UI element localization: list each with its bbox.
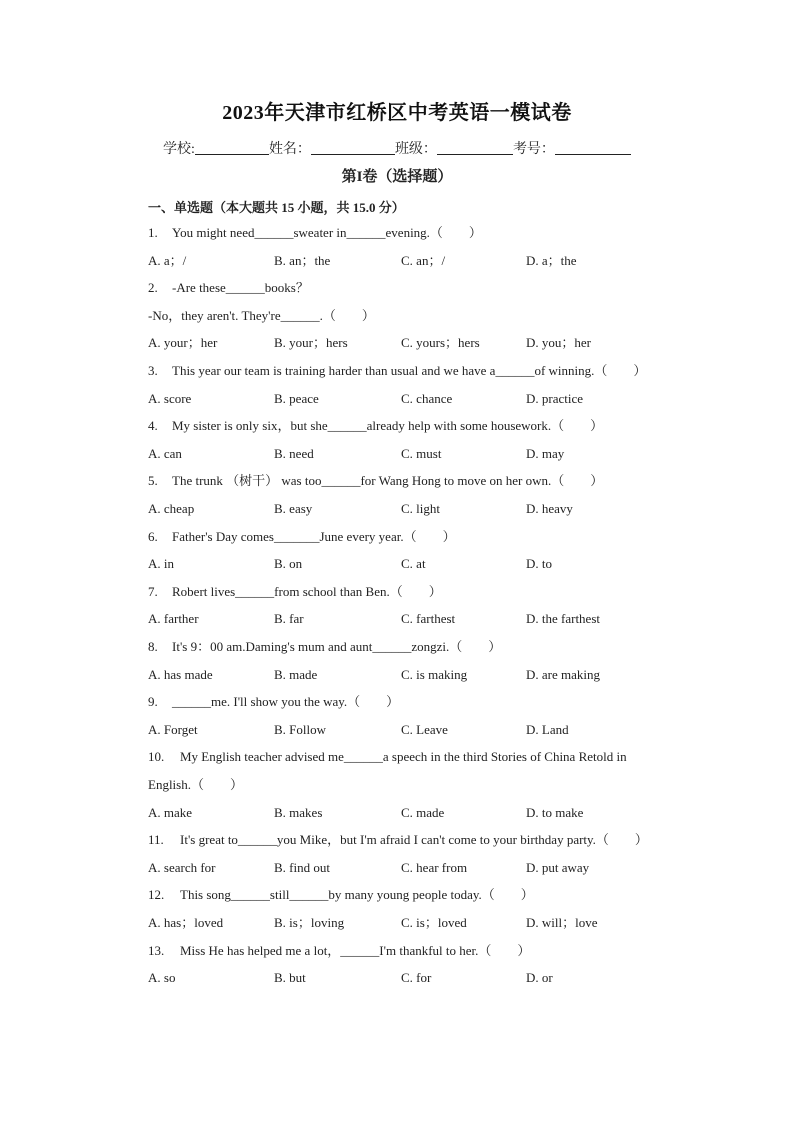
question-text: The trunk （树干） was too______for Wang Hong to move on her own.（ ） — [172, 473, 604, 489]
question-stem — [148, 529, 456, 545]
option-a: A. farther — [148, 611, 199, 627]
question-text: Robert lives______from school than Ben.（ ） — [172, 583, 442, 599]
class-label: 班级： — [394, 142, 437, 157]
option-d: D. will；love — [526, 915, 598, 930]
option-a: A. cheap — [148, 501, 195, 516]
option-c: C. an；/ — [401, 252, 446, 268]
option-b: B. need — [274, 445, 314, 461]
question-text: It's 9：00 am.Daming's mum and aunt______zongzi.（ ） — [172, 639, 502, 654]
school-blank — [195, 140, 269, 155]
page-title: 2023年天津市红桥区中考英语一模试卷 — [222, 102, 572, 124]
question-stem — [148, 832, 648, 848]
option-a: A. can — [148, 445, 182, 461]
question-number: 5. — [148, 473, 158, 489]
question-stem-continued — [148, 308, 375, 324]
question-stem — [148, 363, 646, 379]
question-number: 8. — [148, 639, 158, 654]
question-stem — [148, 225, 482, 241]
option-d: D. a；the — [526, 252, 577, 268]
option-d: D. heavy — [526, 501, 573, 516]
option-d: D. or — [526, 970, 553, 986]
question-text: My English teacher advised me______a speech in the third Stories of China Retold in — [180, 749, 627, 765]
question-text: -Are these______books？ — [172, 280, 309, 296]
question-stem — [148, 418, 603, 434]
question-number: 3. — [148, 363, 158, 378]
school-label: 学校: — [163, 142, 195, 157]
question-number: 7. — [148, 583, 158, 599]
question-number: 6. — [148, 528, 158, 544]
option-d: D. are making — [526, 666, 601, 682]
option-c: C. at — [401, 556, 426, 572]
question-number: 2. — [148, 280, 158, 296]
option-c: C. hear from — [401, 859, 468, 875]
question-text: ______me. I'll show you the way.（ ） — [172, 694, 400, 710]
option-a: A. a；/ — [148, 252, 187, 268]
option-b: B. on — [274, 556, 303, 572]
option-c: C. farthest — [401, 611, 456, 627]
option-b: B. peace — [274, 390, 319, 406]
option-a: A. in — [148, 556, 174, 572]
student-info-row — [0, 138, 794, 158]
question-stem-continued — [148, 777, 243, 793]
option-c: C. is making — [401, 666, 468, 682]
option-d: D. may — [526, 445, 565, 461]
option-b: B. easy — [274, 501, 313, 516]
option-a: A. your；her — [148, 335, 218, 351]
question-stem — [148, 694, 399, 710]
option-a: A. search for — [148, 859, 216, 875]
question-text: Father's Day comes_______June every year.（ ） — [172, 528, 456, 544]
option-c: C. for — [401, 970, 432, 986]
question-number: 4. — [148, 418, 158, 434]
option-c: C. light — [401, 501, 441, 516]
option-c: C. chance — [401, 390, 453, 406]
option-c: C. must — [401, 445, 442, 461]
option-d: D. you；her — [526, 335, 591, 351]
option-d: D. to — [526, 556, 552, 572]
question-stem — [148, 280, 309, 296]
question-stem — [148, 584, 442, 600]
question-number: 10. — [148, 749, 165, 765]
option-b: B. makes — [274, 804, 323, 820]
option-a: A. Forget — [148, 721, 198, 737]
option-d: D. the farthest — [526, 611, 601, 627]
question-stem — [148, 887, 534, 903]
option-b: B. find out — [274, 859, 330, 875]
question-text: -No，they aren't. They're______.（ ） — [148, 307, 375, 323]
question-text: English.（ ） — [148, 777, 243, 792]
question-stem — [148, 639, 501, 655]
option-b: B. Follow — [274, 721, 327, 737]
part-title: 第I卷（选择题） — [341, 169, 453, 185]
option-c: C. yours；hers — [401, 335, 480, 351]
question-stem — [148, 473, 603, 489]
option-a: A. so — [148, 970, 176, 986]
question-stem — [148, 749, 627, 765]
question-text: My sister is only six，but she______already help with some housework.（ ） — [172, 418, 604, 434]
option-d: D. put away — [526, 859, 590, 875]
option-b: B. but — [274, 970, 306, 986]
exam-no-blank — [555, 140, 631, 155]
option-b: B. an；the — [274, 252, 331, 268]
option-d: D. to make — [526, 804, 584, 820]
option-b: B. your；hers — [274, 335, 348, 351]
question-number: 1. — [148, 225, 158, 240]
question-text: Miss He has helped me a lot，______I'm thankful to her.（ ） — [180, 942, 531, 958]
exam-no-label: 考号： — [512, 142, 555, 157]
option-a: A. make — [148, 804, 193, 820]
question-number: 9. — [148, 694, 158, 710]
option-b: B. far — [274, 611, 304, 627]
option-c: C. Leave — [401, 721, 448, 737]
option-c: C. made — [401, 804, 445, 820]
option-a: A. has made — [148, 666, 213, 682]
option-d: D. practice — [526, 390, 584, 406]
option-b: B. made — [274, 666, 318, 682]
question-text: This year our team is training harder than usual and we have a______of winning.（ ） — [172, 363, 647, 378]
section-title: 一、单选题（本大题共 15 小题，共 15.0 分） — [148, 200, 405, 215]
question-text: This song______still______by many young people today.（ ） — [180, 887, 534, 903]
option-d: D. Land — [526, 721, 569, 737]
name-blank — [311, 140, 395, 155]
option-a: A. score — [148, 390, 192, 406]
option-a: A. has；loved — [148, 915, 224, 930]
option-b: B. is；loving — [274, 915, 345, 930]
question-text: It's great to______you Mike，but I'm afraid I can't come to your birthday party.（ ） — [180, 832, 648, 848]
question-text: You might need______sweater in______evening.（ ） — [172, 225, 482, 240]
question-stem — [148, 943, 530, 959]
question-number: 11. — [148, 832, 164, 848]
question-number: 12. — [148, 887, 165, 903]
class-blank — [437, 140, 513, 155]
question-number: 13. — [148, 942, 165, 958]
option-c: C. is；loved — [401, 915, 467, 930]
name-label: 姓名： — [268, 142, 311, 157]
